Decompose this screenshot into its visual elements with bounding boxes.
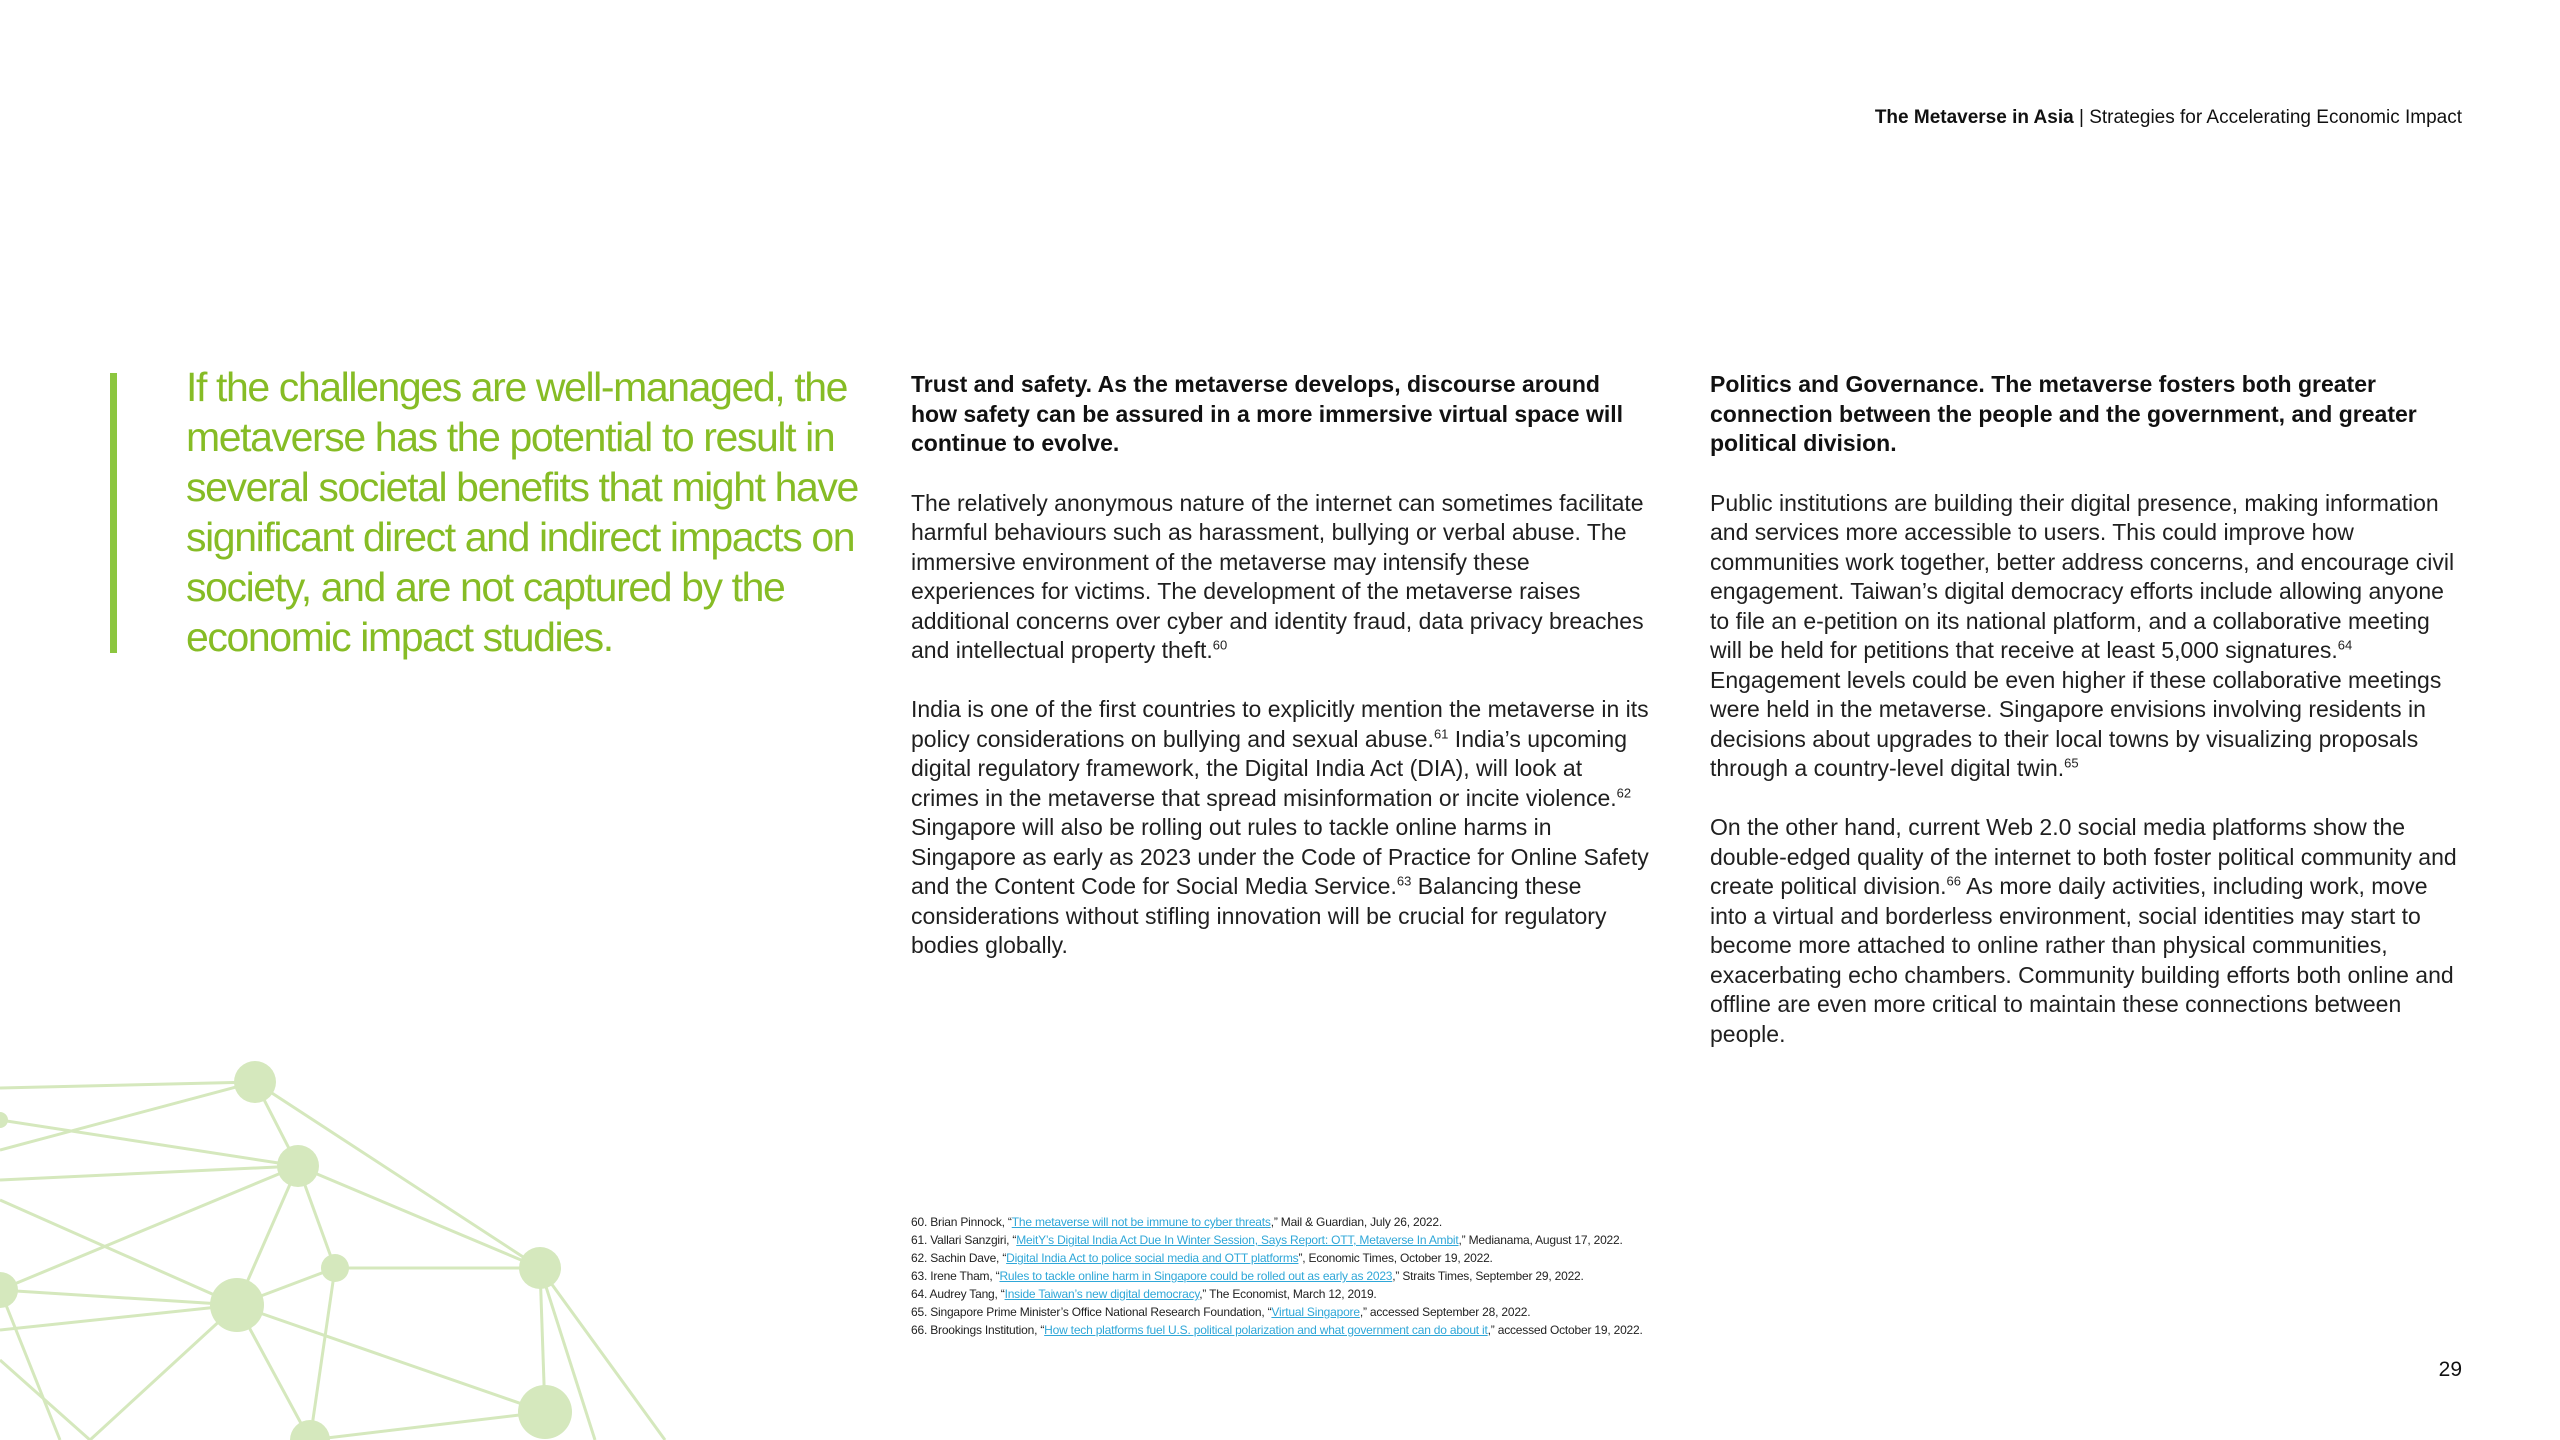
- pull-quote: If the challenges are well-managed, the metaverse has the potential to result in several societal benefits that might have significant direct and indirect impacts on society, and are not captured by the economic impact studies.: [186, 364, 858, 660]
- footnote-link[interactable]: Rules to tackle online harm in Singapore could be rolled out as early as 2023: [999, 1269, 1393, 1283]
- footnote-65: 65. Singapore Prime Minister’s Office National Research Foundation, “Virtual Singapore,” accessed September 28, 2022.: [911, 1305, 1531, 1319]
- footnote-ref-60[interactable]: 60: [1212, 637, 1228, 653]
- footnote-link[interactable]: Inside Taiwan’s new digital democracy: [1004, 1287, 1200, 1301]
- footnote-link[interactable]: Virtual Singapore: [1271, 1305, 1360, 1319]
- header-separator: |: [2073, 107, 2090, 128]
- paragraph-text: As more daily activities, including work, move into a virtual and borderless environment, social identities may start to become more attached to online rather than physical communities, exacerbating echo chambers. Community building efforts both online and offline are even more critical to maintain these connections between people.: [1710, 873, 2454, 1047]
- footnote-60: 60. Brian Pinnock, “The metaverse will not be immune to cyber threats,” Mail & Guardian, July 26, 2022.: [911, 1215, 1443, 1229]
- footnote-63: 63. Irene Tham, “Rules to tackle online harm in Singapore could be rolled out as early as 2023,” Straits Times, September 29, 2022.: [911, 1269, 1584, 1283]
- footnote-61: 61. Vallari Sanzgiri, “MeitY’s Digital India Act Due In Winter Session, Says Report: OTT, Metaverse In Ambit,” Medianama, August 17, 2022.: [911, 1233, 1623, 1247]
- footnote-66: 66. Brookings Institution, “How tech platforms fuel U.S. political polarization and what government can do about it,” accessed October 19, 2022.: [911, 1323, 1643, 1337]
- paragraph-text: The relatively anonymous nature of the internet can sometimes facilitate harmful behaviours such as harassment, bullying or verbal abuse. The immersive environment of the metaverse may intensify these experiences for victims. The development of the metaverse raises additional concerns over cyber and identity fraud, data privacy breaches and intellectual property theft.: [911, 489, 1644, 663]
- footnotes: [911, 1213, 2311, 1339]
- column-politics-governance: [1710, 370, 2460, 1079]
- politics-paragraph-2: [1710, 813, 2460, 1049]
- footnote-64: 64. Audrey Tang, “Inside Taiwan’s new digital democracy,” The Economist, March 12, 2019.: [911, 1287, 1377, 1301]
- decorative-network-graphic: [0, 1040, 700, 1440]
- trust-safety-heading: Trust and safety. As the metaverse develops, discourse around how safety can be assured in a more immersive virtual space will continue to evolve.: [911, 371, 1624, 456]
- footnote-ref-65[interactable]: 65: [2064, 755, 2079, 771]
- footnote-ref-63[interactable]: 63: [1396, 873, 1412, 889]
- paragraph-text: India’s upcoming digital regulatory framework, the Digital India Act (DIA), will look at crimes in the metaverse that spread misinformation or incite violence.: [911, 725, 1627, 811]
- trust-safety-paragraph-1: [911, 489, 1651, 666]
- paragraph-text: On the other hand, current Web 2.0 social media platforms show the double-edged quality of the internet to both foster political community and create political division.: [1710, 814, 2457, 899]
- pull-quote-accent-bar: [110, 373, 117, 653]
- header-subtitle: Strategies for Accelerating Economic Impact: [2089, 107, 2462, 128]
- paragraph-text: Engagement levels could be even higher if these collaborative meetings were held in the metaverse. Singapore envisions involving residents in decisions about upgrades to their local towns by visualizing proposals through a country-level digital twin.: [1710, 666, 2442, 781]
- footnote-ref-62[interactable]: 62: [1616, 784, 1632, 800]
- footnote-link[interactable]: The metaverse will not be immune to cyber threats: [1011, 1215, 1271, 1229]
- politics-paragraph-1: [1710, 489, 2460, 784]
- trust-safety-paragraph-2: [911, 695, 1651, 961]
- footnote-link[interactable]: How tech platforms fuel U.S. political polarization and what government can do about it: [1044, 1323, 1488, 1337]
- footnote-ref-64[interactable]: 64: [2337, 637, 2353, 653]
- politics-heading: Politics and Governance. The metaverse fosters both greater connection between the people and the government, and greater political division.: [1710, 371, 2417, 456]
- paragraph-text: Singapore will also be rolling out rules to tackle online harms in Singapore as early as 2023 under the Code of Practice for Online Safety and the Content Code for Social Media Service.: [911, 814, 1649, 899]
- footnote-link[interactable]: MeitY’s Digital India Act Due In Winter Session, Says Report: OTT, Metaverse In Ambit: [1016, 1233, 1459, 1247]
- footnote-link[interactable]: Digital India Act to police social media and OTT platforms: [1006, 1251, 1299, 1265]
- page-number: 29: [2438, 1358, 2462, 1381]
- paragraph-text: Public institutions are building their digital presence, making information and services more accessible to users. This could improve how communities work together, better address concerns, and encourage civil engagement. Taiwan’s digital democracy efforts include allowing anyone to file an e-petition on its national platform, and a collaborative meeting will be held for petitions that receive at least 5,000 signatures.: [1710, 489, 2455, 663]
- header-title: The Metaverse in Asia: [1874, 107, 2074, 128]
- footnote-ref-61[interactable]: 61: [1433, 725, 1449, 741]
- paragraph-text: India is one of the first countries to explicitly mention the metaverse in its policy considerations on bullying and sexual abuse.: [911, 696, 1649, 752]
- paragraph-text: Balancing these considerations without stifling innovation will be crucial for regulatory bodies globally.: [911, 873, 1607, 958]
- footnote-62: 62. Sachin Dave, “Digital India Act to police social media and OTT platforms”, Economic Times, October 19, 2022.: [911, 1251, 1493, 1265]
- running-header: [1875, 107, 2462, 129]
- footnote-ref-66[interactable]: 66: [1946, 873, 1961, 889]
- column-trust-safety: [911, 370, 1651, 990]
